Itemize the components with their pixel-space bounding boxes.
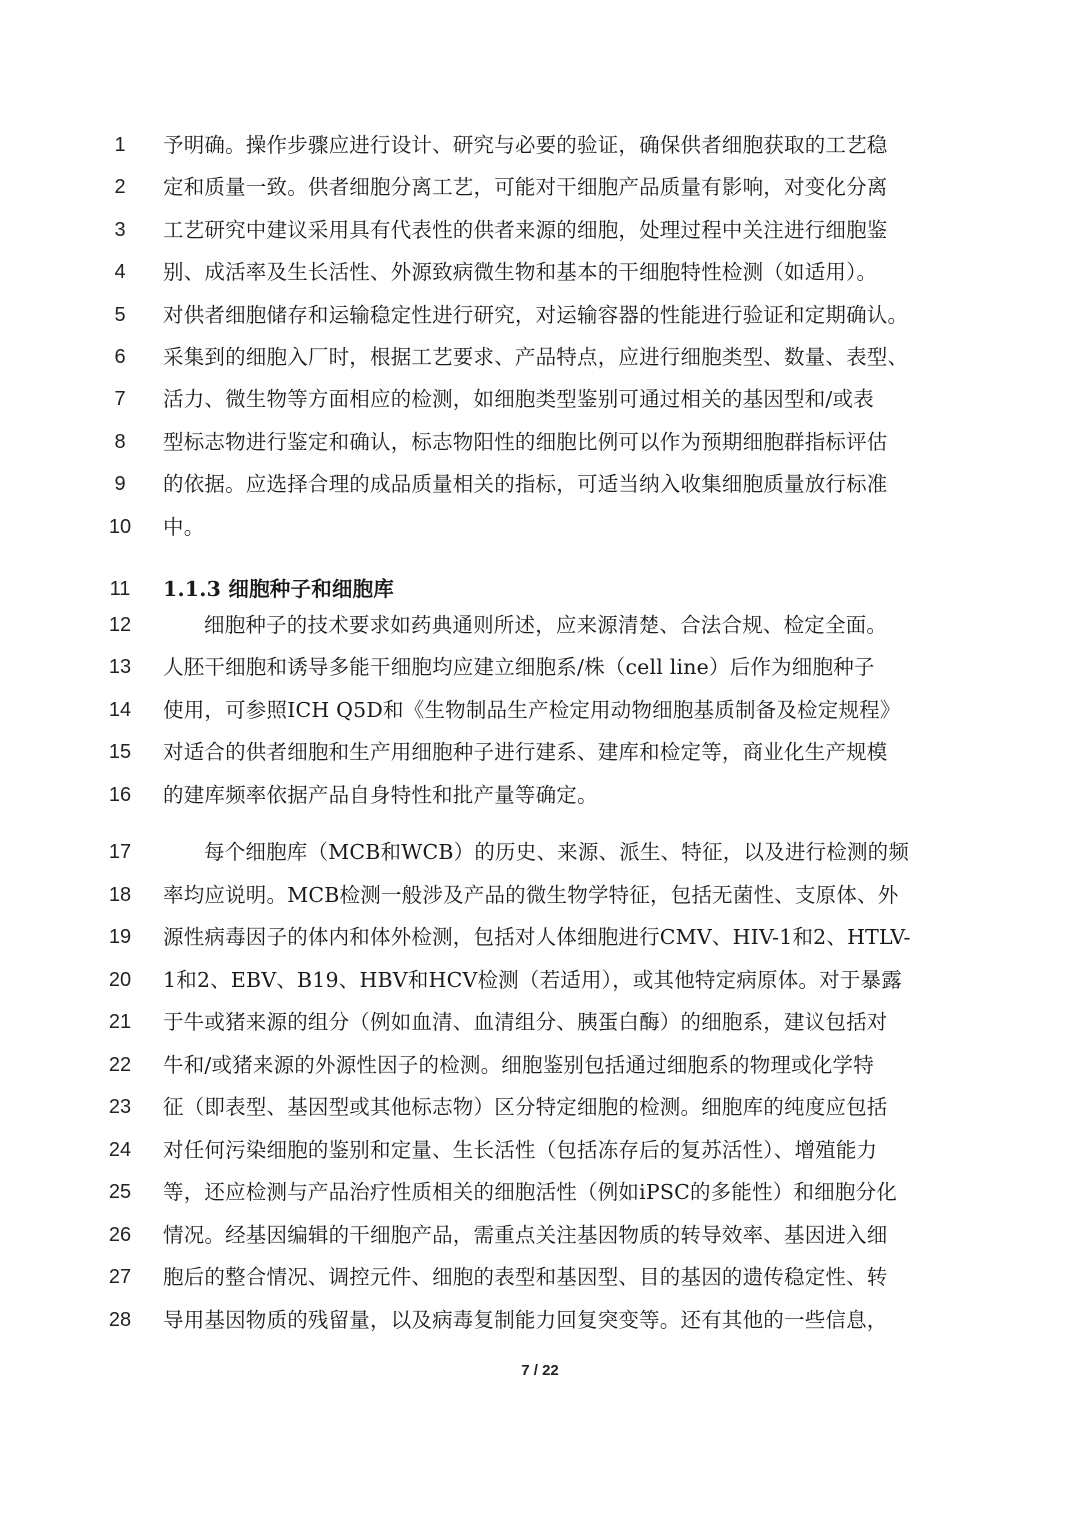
line-number: 2 bbox=[114, 176, 126, 198]
line-number: 14 bbox=[108, 699, 132, 721]
text-line bbox=[0, 378, 1080, 420]
text-line bbox=[0, 689, 1080, 731]
text-line bbox=[0, 604, 1080, 646]
line-text: 的建库频率依据产品自身特性和批产量等确定。 bbox=[163, 783, 598, 807]
text-line bbox=[0, 1214, 1080, 1256]
line-number: 6 bbox=[114, 346, 126, 368]
line-text: 予明确。操作步骤应进行设计、研究与必要的验证，确保供者细胞获取的工艺稳 bbox=[163, 133, 888, 157]
line-number: 18 bbox=[108, 884, 132, 906]
line-text: 对适合的供者细胞和生产用细胞种子进行建系、建库和检定等，商业化生产规模 bbox=[163, 740, 888, 764]
line-number: 27 bbox=[108, 1266, 132, 1288]
line-text: 别、成活率及生长活性、外源致病微生物和基本的干细胞特性检测（如适用）。 bbox=[163, 260, 878, 284]
line-text: 对供者细胞储存和运输稳定性进行研究，对运输容器的性能进行验证和定期确认。 bbox=[163, 303, 909, 327]
text-line bbox=[0, 1129, 1080, 1171]
text-line bbox=[0, 1171, 1080, 1213]
text-line bbox=[0, 251, 1080, 293]
text-line bbox=[0, 124, 1080, 166]
text-line bbox=[0, 646, 1080, 688]
text-line bbox=[0, 421, 1080, 463]
text-line bbox=[0, 336, 1080, 378]
line-text: 征（即表型、基因型或其他标志物）区分特定细胞的检测。细胞库的纯度应包括 bbox=[163, 1095, 888, 1119]
page-number: 7 / 22 bbox=[521, 1362, 559, 1379]
line-number: 7 bbox=[114, 388, 126, 410]
line-text: 中。 bbox=[163, 515, 205, 539]
line-number: 25 bbox=[108, 1181, 132, 1203]
text-line bbox=[0, 1086, 1080, 1128]
line-text: 情况。经基因编辑的干细胞产品，需重点关注基因物质的转导效率、基因进入细 bbox=[163, 1223, 888, 1247]
line-number: 13 bbox=[108, 656, 132, 678]
line-text: 人胚干细胞和诱导多能干细胞均应建立细胞系/株（cell line）后作为细胞种子 bbox=[163, 655, 875, 679]
text-line bbox=[0, 1001, 1080, 1043]
line-number: 15 bbox=[108, 741, 132, 763]
line-text: 导用基因物质的残留量，以及病毒复制能力回复突变等。还有其他的一些信息， bbox=[163, 1308, 888, 1332]
line-number: 8 bbox=[114, 431, 126, 453]
line-number: 24 bbox=[108, 1139, 132, 1161]
line-number: 4 bbox=[114, 261, 126, 283]
text-line bbox=[0, 506, 1080, 548]
text-line bbox=[0, 731, 1080, 773]
text-line bbox=[0, 1044, 1080, 1086]
line-number: 26 bbox=[108, 1224, 132, 1246]
text-line bbox=[0, 774, 1080, 816]
line-number: 5 bbox=[114, 304, 126, 326]
text-line bbox=[0, 831, 1080, 873]
line-text: 的依据。应选择合理的成品质量相关的指标，可适当纳入收集细胞质量放行标准 bbox=[163, 472, 888, 496]
text-line bbox=[0, 294, 1080, 336]
text-line bbox=[0, 463, 1080, 505]
line-text: 率均应说明。MCB检测一般涉及产品的微生物学特征，包括无菌性、支原体、外 bbox=[163, 883, 899, 907]
line-number: 9 bbox=[114, 473, 126, 495]
line-text: 等，还应检测与产品治疗性质相关的细胞活性（例如iPSC的多能性）和细胞分化 bbox=[163, 1180, 897, 1204]
line-number: 11 bbox=[109, 578, 131, 600]
text-line bbox=[0, 1256, 1080, 1298]
section-heading: 1.1.3 细胞种子和细胞库 bbox=[163, 577, 395, 601]
line-number: 17 bbox=[108, 841, 132, 863]
text-line bbox=[0, 1299, 1080, 1341]
line-text: 采集到的细胞入厂时，根据工艺要求、产品特点，应进行细胞类型、数量、表型、 bbox=[163, 345, 909, 369]
line-text: 对任何污染细胞的鉴别和定量、生长活性（包括冻存后的复苏活性）、增殖能力 bbox=[163, 1138, 878, 1162]
line-text: 型标志物进行鉴定和确认，标志物阳性的细胞比例可以作为预期细胞群指标评估 bbox=[163, 430, 888, 454]
text-line bbox=[0, 166, 1080, 208]
line-text: 胞后的整合情况、调控元件、细胞的表型和基因型、目的基因的遗传稳定性、转 bbox=[163, 1265, 888, 1289]
text-line bbox=[0, 874, 1080, 916]
line-number: 19 bbox=[108, 926, 132, 948]
line-text: 于牛或猪来源的组分（例如血清、血清组分、胰蛋白酶）的细胞系，建议包括对 bbox=[163, 1010, 888, 1034]
line-text: 牛和/或猪来源的外源性因子的检测。细胞鉴别包括通过细胞系的物理或化学特 bbox=[163, 1053, 874, 1077]
line-number: 23 bbox=[108, 1096, 132, 1118]
line-text: 活力、微生物等方面相应的检测，如细胞类型鉴别可通过相关的基因型和/或表 bbox=[163, 387, 874, 411]
line-text: 细胞种子的技术要求如药典通则所述，应来源清楚、合法合规、检定全面。 bbox=[204, 613, 888, 637]
line-number: 10 bbox=[108, 516, 132, 538]
line-text: 定和质量一致。供者细胞分离工艺，可能对干细胞产品质量有影响，对变化分离 bbox=[163, 175, 888, 199]
text-line bbox=[0, 209, 1080, 251]
line-number: 28 bbox=[108, 1309, 132, 1331]
line-number: 1 bbox=[114, 134, 126, 156]
line-number: 3 bbox=[114, 219, 126, 241]
line-text: 1和2、EBV、B19、HBV和HCV检测（若适用），或其他特定病原体。对于暴露 bbox=[163, 968, 902, 992]
line-text: 使用，可参照ICH Q5D和《生物制品生产检定用动物细胞基质制备及检定规程》 bbox=[163, 698, 901, 722]
text-line bbox=[0, 916, 1080, 958]
line-number: 12 bbox=[108, 614, 132, 636]
line-number: 21 bbox=[108, 1011, 132, 1033]
line-text: 每个细胞库（MCB和WCB）的历史、来源、派生、特征，以及进行检测的频 bbox=[204, 840, 910, 864]
line-number: 20 bbox=[108, 969, 132, 991]
line-text: 工艺研究中建议采用具有代表性的供者来源的细胞，处理过程中关注进行细胞鉴 bbox=[163, 218, 888, 242]
text-line bbox=[0, 959, 1080, 1001]
line-number: 22 bbox=[108, 1054, 132, 1076]
line-number: 16 bbox=[108, 784, 132, 806]
line-text: 源性病毒因子的体内和体外检测，包括对人体细胞进行CMV、HIV-1和2、HTLV- bbox=[163, 925, 911, 949]
